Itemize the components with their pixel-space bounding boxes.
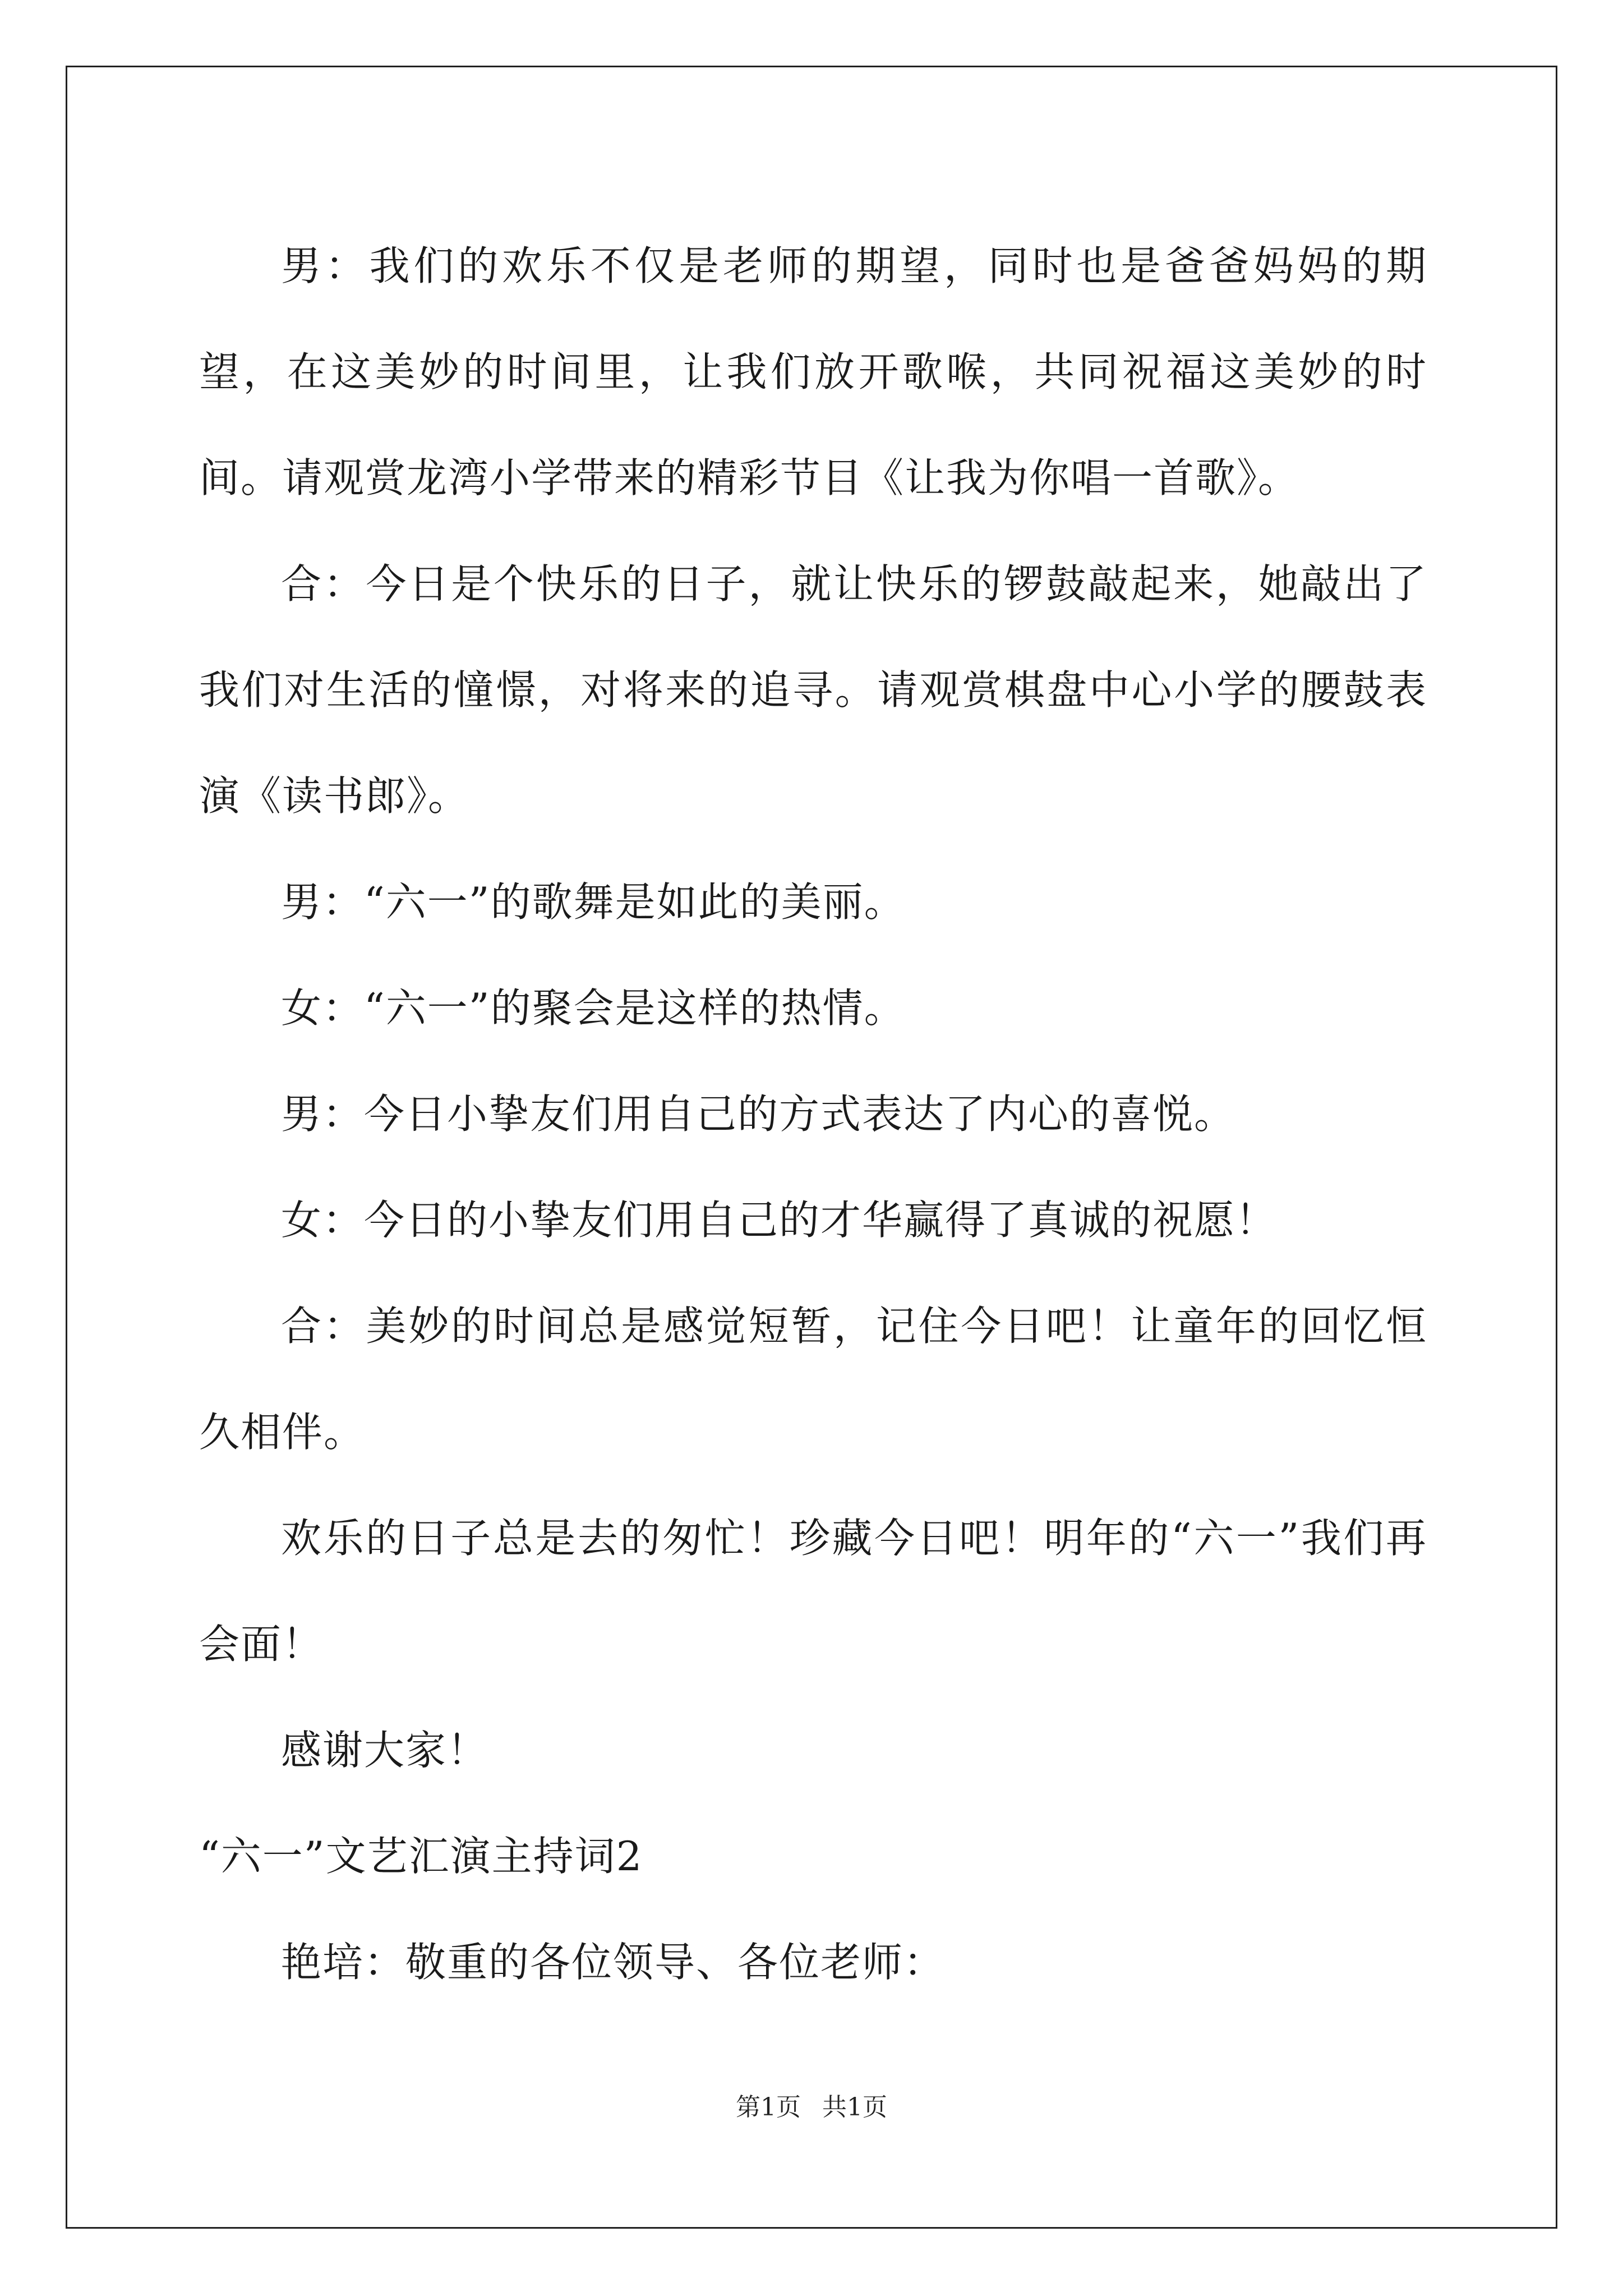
paragraph: 合：今日是个快乐的日子，就让快乐的锣鼓敲起来，她敲出了我们对生活的憧憬，对将来的追寻。请观赏棋盘中心小学的腰鼓表演《读书郎》。 [199,560,1427,820]
paragraph: 感谢大家！ [281,1727,489,1774]
page-total: 共1页 [822,2093,887,2122]
document-body [199,213,1427,2016]
paragraph: 艳培：敬重的各位领导、各位老师： [281,1939,946,1986]
paragraph: 女：“六一”的聚会是这样的热情。 [281,984,906,1032]
section-heading: “六一”文艺汇演主持词2 [199,1833,643,1880]
paragraph: 合：美妙的时间总是感觉短暂，记住今日吧！让童年的回忆恒久相伴。 [199,1303,1427,1456]
page-footer [0,2087,1623,2123]
page-number: 第1页 [736,2093,801,2122]
paragraph: 女：今日的小挚友们用自己的才华赢得了真诚的祝愿！ [281,1197,1278,1244]
paragraph: 欢乐的日子总是去的匆忙！珍藏今日吧！明年的“六一”我们再会面！ [199,1515,1427,1668]
paragraph: 男：今日小挚友们用自己的方式表达了内心的喜悦。 [281,1091,1236,1138]
paragraph: 男：我们的欢乐不仅是老师的期望，同时也是爸爸妈妈的期望，在这美妙的时间里，让我们放开歌喉，共同祝福这美妙的时间。请观赏龙湾小学带来的精彩节目《让我为你唱一首歌》。 [199,242,1427,501]
paragraph: 男：“六一”的歌舞是如此的美丽。 [281,878,906,926]
